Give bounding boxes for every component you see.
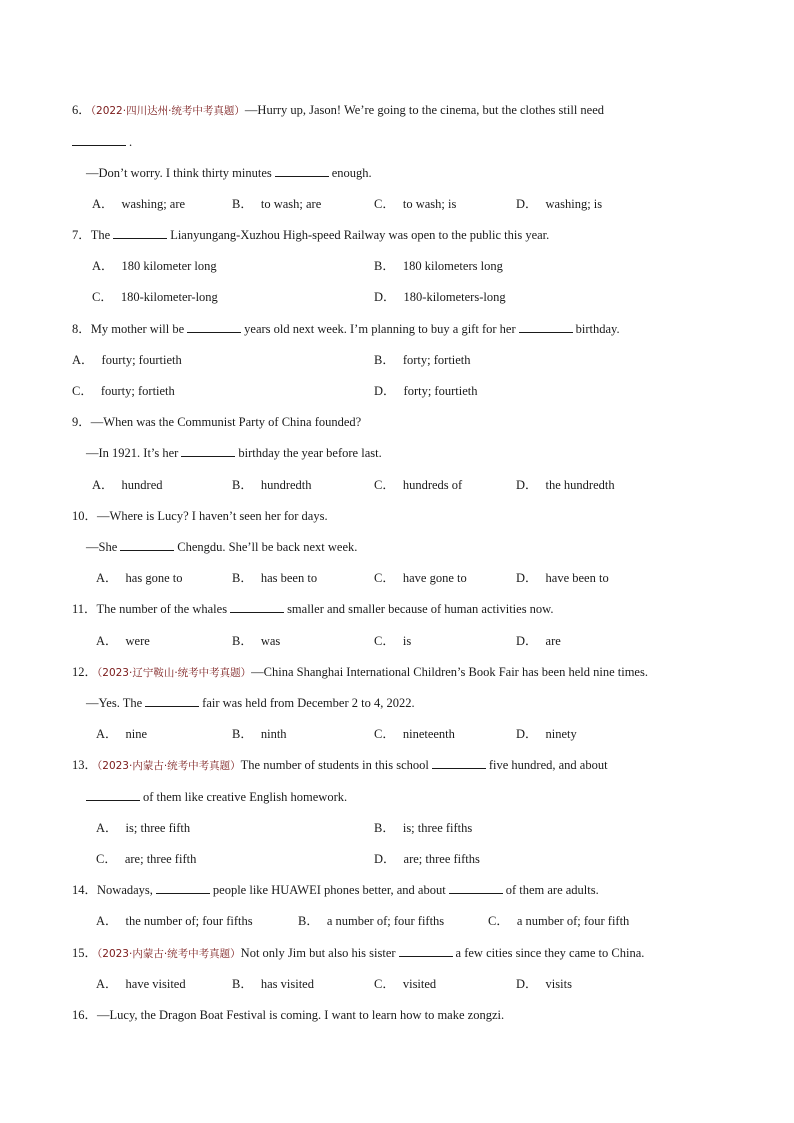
option-text: forty; fourtieth [403,384,478,398]
option-b[interactable] [232,196,321,212]
question-number: 16． [72,1008,98,1022]
question-14 [72,882,599,898]
option-c[interactable] [374,726,455,742]
option-letter: C． [374,727,395,741]
option-a[interactable] [96,913,253,929]
question-stem: of them like creative English homework. [143,790,348,804]
option-letter: B． [374,353,395,367]
question-13 [72,757,608,774]
question-10-line2 [86,539,357,555]
option-letter: B． [374,821,395,835]
option-d[interactable] [516,726,577,742]
question-stem: people like HUAWEI phones better, and about [212,883,446,897]
answer-blank[interactable] [187,321,241,333]
option-text: ninth [260,727,287,741]
option-letter: B． [298,914,319,928]
option-text: are; three fifth [124,852,197,866]
question-stem: —In 1921. It’s her [86,446,179,460]
option-text: were [125,634,150,648]
option-c[interactable] [488,913,629,929]
option-d[interactable] [374,289,506,305]
option-c[interactable] [374,477,462,493]
option-text: have been to [545,571,609,585]
option-letter: C． [92,290,113,304]
option-text: fourty; fortieth [100,384,175,398]
question-stem: enough. [331,166,372,180]
question-stem: —Lucy, the Dragon Boat Festival is coming. I want to learn how to make zongzi. [97,1008,505,1022]
question-7 [72,227,549,243]
question-stem: five hundred, and about [488,758,608,772]
option-a[interactable] [92,196,185,212]
question-stem: Lianyungang-Xuzhou High-speed Railway was open to the public this year. [170,228,550,242]
question-13-line2 [86,789,347,805]
option-text: are [545,634,561,648]
question-10 [72,508,328,524]
option-text: a number of; four fifth [516,914,630,928]
question-source: （2023·内蒙古·统考中考真题） [97,760,241,772]
question-6-line3 [86,165,372,181]
question-stem: Nowadays, [97,883,153,897]
option-c[interactable] [374,196,456,212]
option-text: is [402,634,412,648]
option-b[interactable] [232,570,317,586]
answer-blank[interactable] [86,789,140,801]
answer-blank[interactable] [519,321,573,333]
answer-blank[interactable] [181,445,235,457]
option-d[interactable] [516,976,572,992]
option-letter: D． [516,634,538,648]
answer-blank[interactable] [275,165,329,177]
option-text: was [260,634,281,648]
option-b[interactable] [374,352,471,368]
question-stem: . [129,135,133,149]
option-letter: C． [374,478,395,492]
option-d[interactable] [516,477,615,493]
option-text: has visited [260,977,314,991]
option-text: nine [125,727,148,741]
option-letter: B． [232,727,253,741]
question-number: 10． [72,509,98,523]
option-text: nineteenth [402,727,455,741]
question-stem: The number of students in this school [240,758,429,772]
option-text: hundreds of [402,478,463,492]
option-letter: A． [92,197,114,211]
option-letter: A． [72,353,94,367]
question-number: 8． [72,322,91,336]
option-letter: A． [92,478,114,492]
option-letter: D． [516,977,538,991]
option-letter: D． [374,290,396,304]
option-b[interactable] [232,477,312,493]
question-stem: Not only Jim but also his sister [240,946,396,960]
option-a[interactable] [96,726,147,742]
question-12-line2 [86,695,415,711]
question-9-line2 [86,445,382,461]
question-stem: of them are adults. [505,883,599,897]
question-stem: —China Shanghai International Children’s Book Fair has been held nine times. [251,665,648,679]
option-letter: D． [516,571,538,585]
option-a[interactable] [96,820,190,836]
question-16 [72,1007,504,1023]
option-text: has been to [260,571,318,585]
option-letter: D． [516,197,538,211]
option-a[interactable] [72,352,182,368]
question-number: 13． [72,758,98,772]
answer-blank[interactable] [399,945,453,957]
option-text: washing; is [545,197,603,211]
option-letter: B． [232,634,253,648]
option-a[interactable] [96,570,182,586]
question-number: 12． [72,665,98,679]
option-text: 180-kilometer-long [120,290,218,304]
option-text: are; three fifths [403,852,480,866]
option-d[interactable] [516,196,602,212]
option-b[interactable] [232,633,280,649]
option-letter: C． [374,977,395,991]
option-letter: A． [96,821,118,835]
answer-blank[interactable] [156,882,210,894]
option-d[interactable] [374,851,480,867]
answer-blank[interactable] [230,601,284,613]
option-text: have gone to [402,571,467,585]
question-stem: smaller and smaller because of human activities now. [287,602,554,616]
option-text: is; three fifths [402,821,473,835]
question-number: 9． [72,415,91,429]
option-letter: B． [232,478,253,492]
question-stem: a few cities since they came to China. [455,946,645,960]
answer-blank[interactable] [120,539,174,551]
option-letter: B． [232,571,253,585]
question-11 [72,601,554,617]
question-6 [72,102,604,119]
option-b[interactable] [374,258,503,274]
option-letter: A． [96,977,118,991]
option-b[interactable] [298,913,444,929]
question-8 [72,321,620,337]
option-text: to wash; are [260,197,322,211]
question-9 [72,414,361,430]
option-text: hundredth [260,478,312,492]
question-stem: —Don’t worry. I think thirty minutes [86,166,272,180]
option-letter: C． [96,852,117,866]
option-c[interactable] [374,976,436,992]
option-a[interactable] [92,477,163,493]
answer-blank[interactable] [449,882,503,894]
option-c[interactable] [374,633,411,649]
option-c[interactable] [374,570,467,586]
option-text: 180-kilometers-long [403,290,506,304]
option-letter: A． [96,727,118,741]
question-stem: years old next week. I’m planning to buy a gift for her [244,322,516,336]
option-letter: A． [96,634,118,648]
question-number: 7． [72,228,91,242]
question-stem: Chengdu. She’ll be back next week. [177,540,358,554]
option-letter: B． [232,977,253,991]
question-stem: My mother will be [90,322,185,336]
question-source: （2022·四川达州·统考中考真题） [90,105,245,117]
option-letter: D． [374,852,396,866]
option-letter: C． [72,384,93,398]
question-stem: —When was the Communist Party of China founded? [90,415,362,429]
option-text: washing; are [121,197,186,211]
option-letter: B． [374,259,395,273]
question-number: 11． [72,602,97,616]
question-6-line2 [72,134,132,150]
option-letter: A． [92,259,114,273]
option-letter: C． [488,914,509,928]
question-12 [72,664,648,681]
question-15 [72,945,644,962]
option-b[interactable] [232,976,314,992]
option-c[interactable] [92,289,218,305]
option-letter: A． [96,571,118,585]
option-letter: D． [374,384,396,398]
answer-blank[interactable] [145,695,199,707]
option-letter: D． [516,478,538,492]
option-text: hundred [121,478,163,492]
question-stem: birthday. [575,322,620,336]
question-number: 14． [72,883,98,897]
answer-blank[interactable] [72,134,126,146]
question-stem: —Where is Lucy? I haven’t seen her for days. [97,509,328,523]
option-text: forty; fortieth [402,353,471,367]
option-letter: C． [374,634,395,648]
option-text: to wash; is [402,197,457,211]
option-text: a number of; four fifths [326,914,445,928]
option-d[interactable] [516,633,561,649]
option-letter: C． [374,571,395,585]
question-number: 15． [72,946,98,960]
option-letter: C． [374,197,395,211]
option-d[interactable] [516,570,609,586]
question-stem: —Yes. The [86,696,143,710]
option-text: 180 kilometers long [402,259,503,273]
option-text: visits [545,977,572,991]
option-a[interactable] [96,633,150,649]
option-text: is; three fifth [125,821,191,835]
option-text: have visited [125,977,186,991]
question-stem: —Hurry up, Jason! We’re going to the cinema, but the clothes still need [244,103,605,117]
option-text: visited [402,977,437,991]
option-d[interactable] [374,383,477,399]
question-stem: The [90,228,111,242]
option-b[interactable] [374,820,472,836]
option-a[interactable] [96,976,186,992]
question-stem: birthday the year before last. [238,446,382,460]
option-text: 180 kilometer long [121,259,217,273]
question-source: （2023·内蒙古·统考中考真题） [97,948,241,960]
option-text: ninety [545,727,577,741]
answer-blank[interactable] [432,757,486,769]
question-stem: The number of the whales [96,602,228,616]
option-letter: D． [516,727,538,741]
option-c[interactable] [96,851,196,867]
option-c[interactable] [72,383,175,399]
option-text: has gone to [125,571,183,585]
option-b[interactable] [232,726,287,742]
option-text: the hundredth [545,478,615,492]
option-letter: B． [232,197,253,211]
answer-blank[interactable] [113,227,167,239]
option-a[interactable] [92,258,217,274]
question-number: 6． [72,103,91,117]
option-text: fourty; fourtieth [101,353,182,367]
option-letter: A． [96,914,118,928]
question-stem: fair was held from December 2 to 4, 2022. [202,696,415,710]
option-text: the number of; four fifths [125,914,253,928]
question-stem: —She [86,540,118,554]
question-source: （2023·辽宁鞍山·统考中考真题） [97,667,252,679]
